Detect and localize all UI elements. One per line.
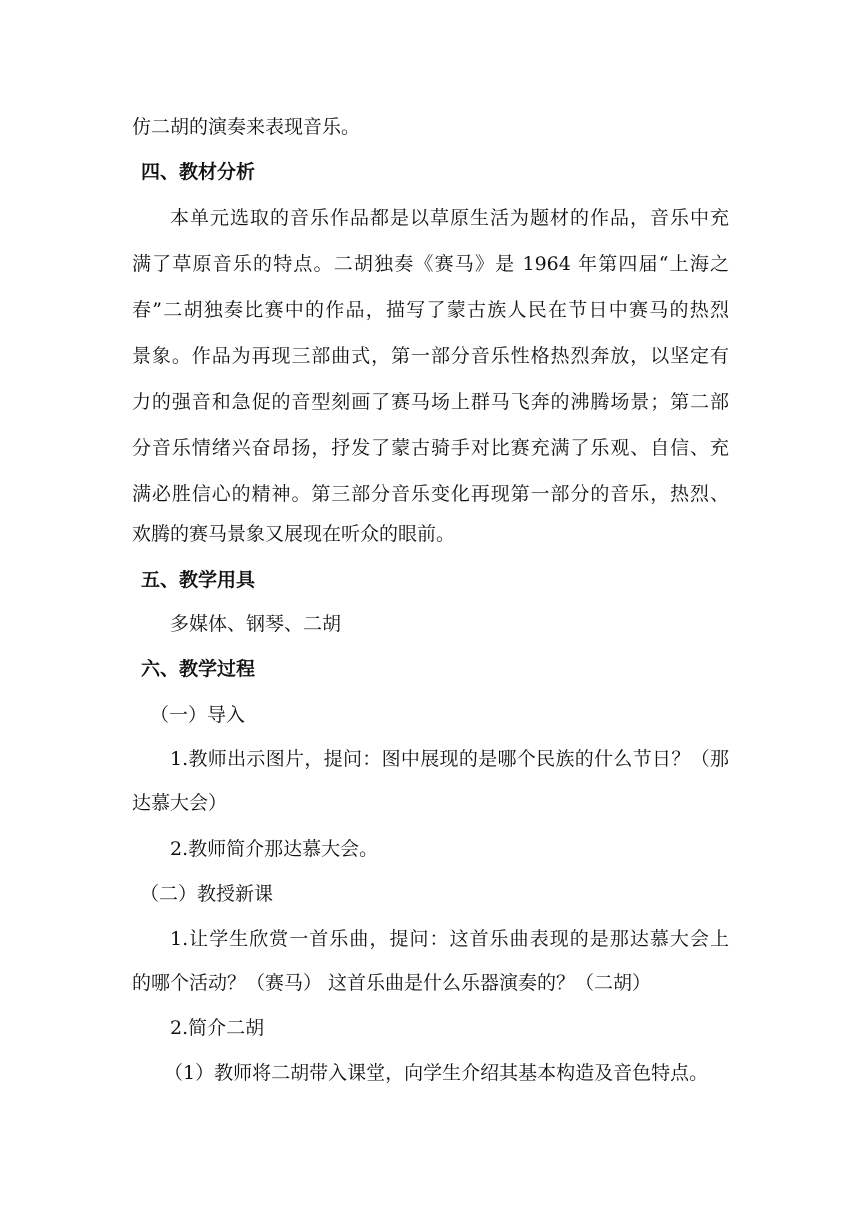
body-text-line: 分音乐情绪兴奋昂扬，抒发了蒙古骑手对比赛充满了乐观、自信、充 (132, 437, 729, 459)
body-text-line: 满了草原音乐的特点。二胡独奏《赛马》是 1964 年第四届“上海之 (132, 253, 729, 275)
body-text-line: 2.简介二胡 (170, 1017, 265, 1039)
body-text-line: 力的强音和急促的音型刻画了赛马场上群马飞奔的沸腾场景；第二部 (132, 391, 729, 413)
body-text-line: 仿二胡的演奏来表现音乐。 (132, 116, 361, 138)
body-text-line: 的哪个活动？（赛马） 这首乐曲是什么乐器演奏的？（二胡） (132, 972, 652, 994)
body-text-line: 1.教师出示图片，提问：图中展现的是哪个民族的什么节日？（那 (170, 748, 729, 770)
body-text-line: 2.教师简介那达慕大会。 (170, 838, 379, 860)
section-heading-materials-analysis: 四、教材分析 (141, 161, 256, 183)
section-heading-teaching-process: 六、教学过程 (141, 658, 256, 680)
body-text-line: 欢腾的赛马景象又展现在听众的眼前。 (132, 523, 456, 545)
body-text-line: 满必胜信心的精神。第三部分音乐变化再现第一部分的音乐，热烈、 (132, 483, 729, 505)
body-text-line: 多媒体、钢琴、二胡 (170, 613, 342, 635)
subsection-heading-new-lesson: （二）教授新课 (140, 883, 274, 905)
body-text-line: 景象。作品为再现三部曲式，第一部分音乐性格热烈奔放，以坚定有 (132, 345, 729, 367)
subsection-heading-intro: （一）导入 (150, 704, 246, 726)
body-text-line: 达慕大会） (132, 792, 228, 814)
body-text-line: 春”二胡独奏比赛中的作品，描写了蒙古族人民在节日中赛马的热烈 (132, 299, 729, 321)
body-text-line: 本单元选取的音乐作品都是以草原生活为题材的作品，音乐中充 (170, 207, 729, 229)
body-text-line: （1）教师将二胡带入课堂，向学生介绍其基本构造及音色特点。 (164, 1062, 709, 1084)
body-text-line: 1.让学生欣赏一首乐曲，提问：这首乐曲表现的是那达慕大会上 (170, 928, 729, 950)
section-heading-teaching-tools: 五、教学用具 (141, 569, 256, 591)
